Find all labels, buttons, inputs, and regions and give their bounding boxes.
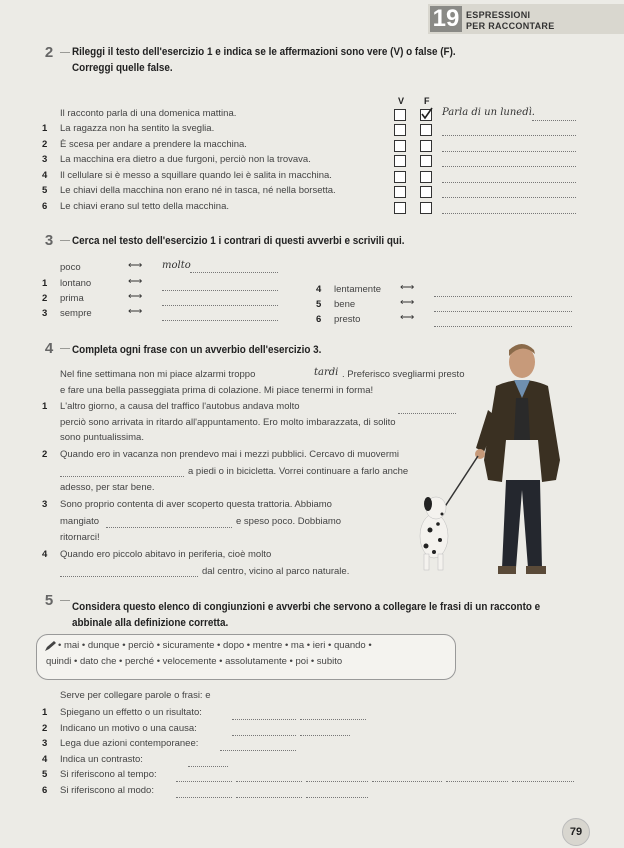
item-number: 3 [42,154,48,165]
item-number: 4 [42,169,48,181]
answer-line[interactable] [60,475,184,477]
answer-line[interactable] [300,734,350,736]
answer-line[interactable] [232,734,296,736]
sentence: sono puntualissima. [60,432,144,443]
check-icon [420,107,434,121]
item-number: 4 [42,549,48,560]
divider [60,240,70,241]
item-number: 1 [42,401,48,412]
definition: Lega due azioni contemporanee: [60,738,199,749]
sentence: Sono proprio contenta di aver scoperto questa trattoria. Abbiamo [60,499,332,510]
adverb: sempre [60,308,92,319]
statement: Le chiavi erano sul tetto della macchina. [60,200,229,212]
answer-line[interactable] [176,780,232,782]
correction-line[interactable] [442,212,576,214]
chapter-title-line1: ESPRESSIONI [466,10,531,20]
definition: Si riferiscono al modo: [60,784,154,796]
false-column-label: F [424,96,430,106]
exercise-instruction: Completa ogni frase con un avverbio dell'esercizio 3. [72,344,322,356]
answer-line[interactable] [306,780,368,782]
item-number: 1 [42,123,48,134]
checkbox-false[interactable] [420,124,432,136]
answer-line[interactable] [60,575,198,577]
exercise-number: 2 [44,44,54,61]
checkbox-true[interactable] [394,155,406,167]
item-number: 5 [42,185,48,196]
answer-line[interactable] [512,780,574,782]
answer-line[interactable] [162,319,278,321]
item-number: 2 [42,722,48,734]
chapter-title-line2: PER RACCONTARE [466,21,555,31]
exercise-number: 3 [44,232,54,249]
double-arrow-icon: ⟷ [128,276,143,287]
answer-line[interactable] [434,295,572,297]
answer-line[interactable] [446,780,508,782]
sentence-example: e fare una bella passeggiata prima di colazione. Mi piace tenermi in forma! [60,385,374,396]
answer-example: Parla di un lunedì. [442,107,535,118]
sentence: a piedi o in bicicletta. Vorrei continuare a farlo anche [188,466,409,477]
checkbox-true[interactable] [394,140,406,152]
answer-line [532,119,576,121]
item-number: 5 [42,769,48,780]
chapter-number: 19 [430,6,462,32]
sentence: L'altro giorno, a causa del traffico l'autobus andava molto [60,401,300,412]
sentence: adesso, per star bene. [60,482,155,493]
double-arrow-icon: ⟷ [128,260,143,271]
answer-line[interactable] [176,796,232,798]
checkbox-false[interactable] [420,202,432,214]
answer-line[interactable] [106,526,232,528]
exercise-instruction: Rileggi il testo dell'esercizio 1 e indica se le affermazioni sono vere (V) o false (F). [72,46,456,58]
checkbox-false[interactable] [420,140,432,152]
answer-line[interactable] [162,304,278,306]
item-number: 1 [42,278,48,289]
checkbox-false[interactable] [420,171,432,183]
checkbox-true[interactable] [394,124,406,136]
answer-example: molto [162,260,191,271]
item-number: 6 [42,784,48,796]
item-number: 6 [42,200,48,212]
definition-example: Serve per collegare parole o frasi: e [60,690,211,701]
definition: Indicano un motivo o una causa: [60,722,197,734]
item-number: 5 [316,299,322,310]
definition: Si riferiscono al tempo: [60,769,157,780]
adverb: presto [334,314,361,325]
exercise-instruction: Cerca nel testo dell'esercizio 1 i contrari di questi avverbi e scrivili qui. [72,235,405,247]
checkbox-false[interactable] [420,155,432,167]
divider [60,52,70,53]
item-number: 2 [42,449,48,460]
word-bank-line2: quindi • dato che • perché • velocemente • assolutamente • poi • subito [46,656,343,667]
checkbox-true[interactable] [394,186,406,198]
statement: La ragazza non ha sentito la sveglia. [60,123,215,134]
double-arrow-icon: ⟷ [400,282,415,293]
item-number: 2 [42,138,48,150]
correction-line[interactable] [442,181,576,183]
checkbox-false[interactable] [420,186,432,198]
sentence: perciò sono arrivata in ritardo all'appuntamento. Ero molto imbarazzata, di solito [60,417,396,428]
statement: È scesa per andare a prendere la macchina. [60,138,247,150]
sentence: ritornarci! [60,532,100,543]
double-arrow-icon: ⟷ [128,306,143,317]
checkbox-false[interactable] [420,109,432,121]
sentence: dal centro, vicino al parco naturale. [202,566,350,577]
answer-line[interactable] [372,780,442,782]
answer-example: tardi [314,367,339,378]
item-number: 3 [42,499,48,510]
sentence: Quando ero piccolo abitavo in periferia, cioè molto [60,549,272,560]
checkbox-true[interactable] [394,171,406,183]
correction-line[interactable] [442,150,576,152]
correction-line[interactable] [442,165,576,167]
statement-example: Il racconto parla di una domenica mattina. [60,108,237,119]
divider [60,600,70,601]
exercise-instruction: abbinale alla definizione corretta. [72,617,229,629]
answer-line [190,271,278,273]
sentence-example: Nel fine settimana non mi piace alzarmi troppo [60,369,256,380]
exercise-number: 5 [44,592,54,609]
checkbox-true[interactable] [394,109,406,121]
answer-line[interactable] [306,796,368,798]
answer-line[interactable] [434,310,572,312]
adverb: lentamente [334,284,382,295]
sentence: mangiato [60,516,100,527]
adverb: prima [60,293,84,304]
checkbox-true[interactable] [394,202,406,214]
adverb-example: poco [60,262,81,273]
definition: Spiegano un effetto o un risultato: [60,707,202,718]
double-arrow-icon: ⟷ [128,291,143,302]
double-arrow-icon: ⟷ [400,312,415,323]
answer-line[interactable] [232,718,296,720]
exercise-number: 4 [44,340,54,357]
definition: Indica un contrasto: [60,753,143,765]
exercise-instruction: Considera questo elenco di congiunzioni e avverbi che servono a collegare le frasi di un racconto e [72,601,541,613]
true-column-label: V [398,96,405,106]
answer-line[interactable] [188,765,228,767]
item-number: 3 [42,738,48,749]
correction-line[interactable] [442,196,576,198]
man-with-dog-illustration [410,340,590,580]
sentence-example: . Preferisco svegliarmi presto [342,369,465,380]
answer-line[interactable] [162,289,278,291]
answer-line[interactable] [220,749,296,751]
item-number: 2 [42,293,48,304]
adverb: bene [334,299,356,310]
statement: La macchina era dietro a due furgoni, perciò non la trovava. [60,154,311,165]
item-number: 1 [42,707,48,718]
correction-line[interactable] [442,134,576,136]
page-number: 79 [562,818,590,846]
double-arrow-icon: ⟷ [400,297,415,308]
divider [60,348,70,349]
item-number: 6 [316,314,322,325]
item-number: 4 [316,284,322,295]
sentence: Quando ero in vacanza non prendevo mai i mezzi pubblici. Cercavo di muovermi [60,449,400,460]
statement: Il cellulare si è messo a squillare quando lei è salita in macchina. [60,169,332,181]
statement: Le chiavi della macchina non erano né in tasca, né nella borsetta. [60,185,336,196]
answer-line[interactable] [236,796,302,798]
answer-line[interactable] [434,325,572,327]
item-number: 4 [42,753,48,765]
item-number: 3 [42,308,48,319]
answer-line[interactable] [300,718,366,720]
adverb: lontano [60,278,92,289]
exercise-instruction: Correggi quelle false. [72,62,173,74]
pencil-icon [44,640,58,652]
answer-line[interactable] [236,780,302,782]
word-bank-line1: • mai • dunque • perciò • sicuramente • dopo • mentre • ma • ieri • quando • [58,640,372,651]
sentence: e speso poco. Dobbiamo [236,516,342,527]
